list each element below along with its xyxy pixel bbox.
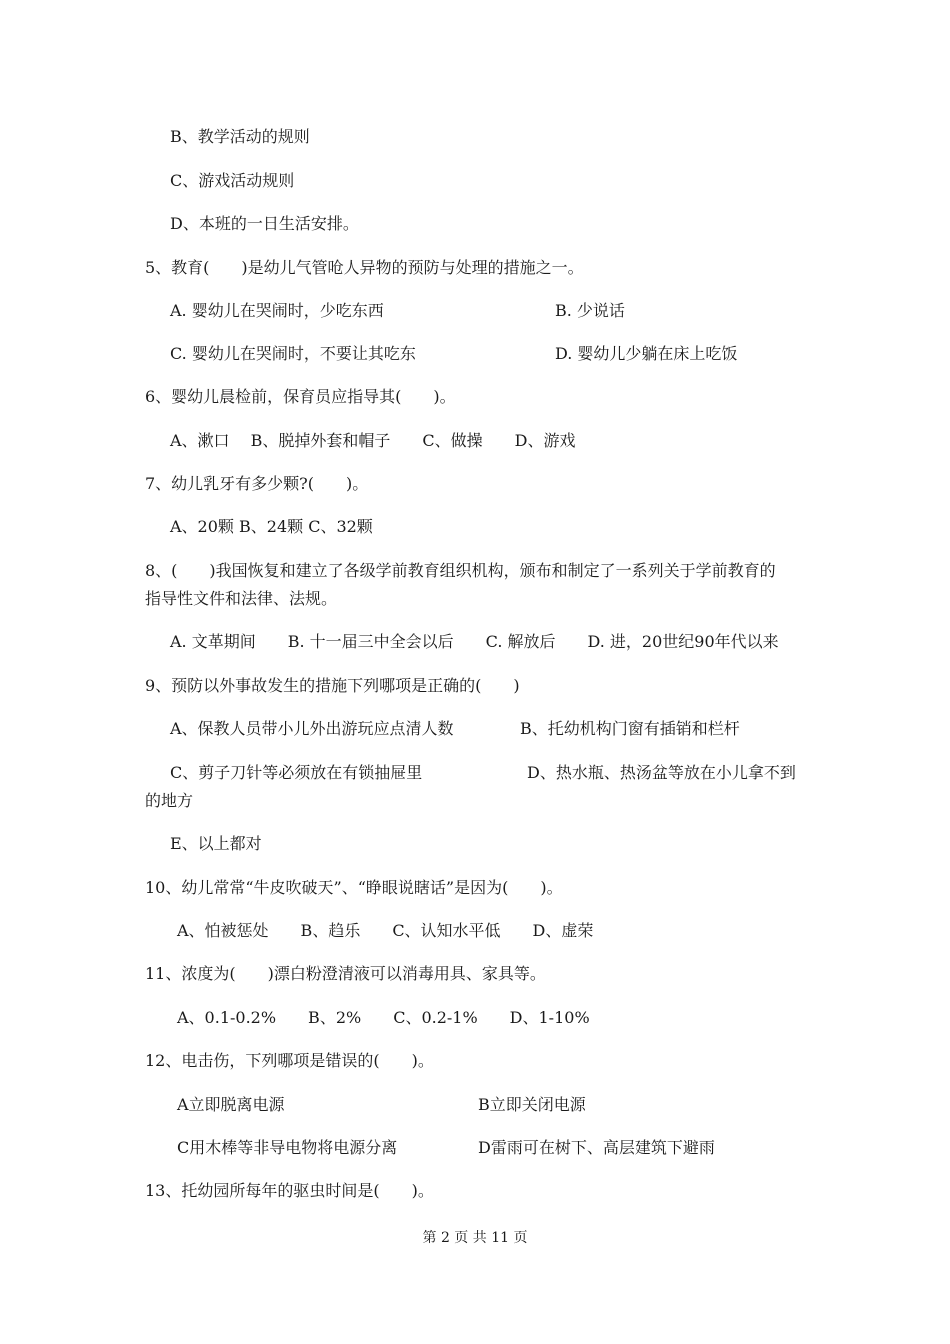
option-9a: A、保教人员带小儿外出游玩应点清人数 <box>170 719 454 738</box>
options-7: A、20颗 B、24颗 C、32颗 <box>170 517 373 536</box>
option-9b: B、托幼机构门窗有插销和栏杆 <box>520 719 740 738</box>
option-9d-cont: 的地方 <box>145 791 194 810</box>
option-9e: E、以上都对 <box>170 834 262 853</box>
option-row-12-2 <box>177 1137 715 1159</box>
option-12b: B立即关闭电源 <box>478 1095 586 1114</box>
option-4b: B、教学活动的规则 <box>170 127 310 146</box>
question-10: 10、幼儿常常“牛皮吹破天”、“睁眼说瞎话”是因为( )。 <box>145 878 563 897</box>
option-row-9-2 <box>170 762 796 784</box>
option-row-12-1 <box>177 1094 586 1116</box>
question-8-line2: 指导性文件和法律、法规。 <box>145 589 338 608</box>
options-11: A、0.1-0.2% B、2% C、0.2-1% D、1-10% <box>177 1008 590 1027</box>
question-11: 11、浓度为( )漂白粉澄清液可以消毒用具、家具等。 <box>145 964 546 983</box>
question-5: 5、教育( )是幼儿气管呛人异物的预防与处理的措施之一。 <box>145 258 584 277</box>
option-12c: C用木棒等非导电物将电源分离 <box>177 1138 398 1157</box>
question-12: 12、电击伤，下列哪项是错误的( )。 <box>145 1051 434 1070</box>
option-row-9-1 <box>170 718 740 740</box>
option-5b: B. 少说话 <box>555 301 625 320</box>
option-12d: D雷雨可在树下、高层建筑下避雨 <box>478 1138 715 1157</box>
question-9: 9、预防以外事故发生的措施下列哪项是正确的( ) <box>145 676 520 695</box>
option-5a: A. 婴幼儿在哭闹时，少吃东西 <box>170 301 384 320</box>
option-4c: C、游戏活动规则 <box>170 171 295 190</box>
option-4d: D、本班的一日生活安排。 <box>170 214 359 233</box>
question-7: 7、幼儿乳牙有多少颗?( )。 <box>145 474 369 493</box>
option-12a: A立即脱离电源 <box>177 1095 285 1114</box>
option-5c: C. 婴幼儿在哭闹时，不要让其吃东 <box>170 344 416 363</box>
option-row-5-1 <box>170 300 625 322</box>
option-9d: D、热水瓶、热汤盆等放在小儿拿不到 <box>527 763 796 782</box>
option-9c: C、剪子刀针等必须放在有锁抽屉里 <box>170 763 423 782</box>
options-10: A、怕被惩处 B、趋乐 C、认知水平低 D、虚荣 <box>177 921 594 940</box>
page-footer: 第 2 页 共 11 页 <box>422 1230 528 1246</box>
options-8: A. 文革期间 B. 十一届三中全会以后 C. 解放后 D. 进，20世纪90年代以来 <box>170 632 779 651</box>
question-13: 13、托幼园所每年的驱虫时间是( )。 <box>145 1181 434 1200</box>
question-8-line1: 8、( )我国恢复和建立了各级学前教育组织机构，颁布和制定了一系列关于学前教育的 <box>145 561 776 580</box>
options-6: A、漱口 B、脱掉外套和帽子 C、做操 D、游戏 <box>170 431 576 450</box>
option-5d: D. 婴幼儿少躺在床上吃饭 <box>555 344 738 363</box>
option-row-5-2 <box>170 343 738 365</box>
question-6: 6、婴幼儿晨检前，保育员应指导其( )。 <box>145 387 456 406</box>
